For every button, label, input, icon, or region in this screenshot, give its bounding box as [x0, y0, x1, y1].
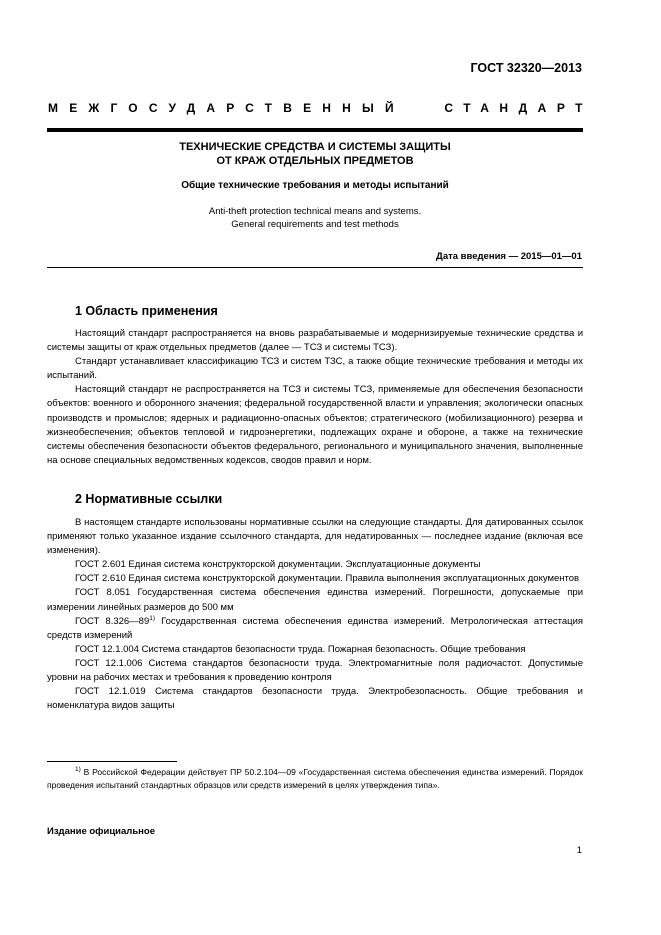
english-title — [47, 205, 583, 231]
edition-label: Издание официальное — [47, 826, 155, 837]
reference-code: ГОСТ 12.1.004 — [75, 643, 139, 655]
english-title-line-2: General requirements and test methods — [231, 219, 399, 230]
paragraph: В настоящем стандарте использованы нормативные ссылки на следующие стандарты. Для датированных ссылок применяют только указанное издание ссылочного стандарта, для недатированных — последнее издание (включая все изменения). — [47, 517, 583, 557]
footnote-rule — [47, 761, 177, 762]
reference-text: Единая система конструкторской документации. Эксплуатационные документы — [128, 559, 481, 571]
reference-code: ГОСТ 8.051 — [75, 587, 131, 599]
footnote-marker[interactable]: 1) — [149, 614, 156, 622]
title-line-1: ТЕХНИЧЕСКИЕ СРЕДСТВА И СИСТЕМЫ ЗАЩИТЫ — [179, 141, 451, 153]
footnote-mark: 1) — [75, 766, 81, 774]
reference-code: ГОСТ 12.1.006 — [75, 657, 143, 669]
standard-label: СТАНДАРТ — [444, 101, 593, 115]
reference-text: Система стандартов безопасности труда. Электробезопасность. Общие требования и номенклатура видов защиты — [47, 686, 583, 712]
footnote — [47, 766, 583, 791]
introduction-date: Дата введения — 2015—01—01 — [436, 251, 582, 262]
document-code: ГОСТ 32320—2013 — [470, 61, 582, 75]
reference-item — [47, 643, 583, 657]
reference-text: Система стандартов безопасности труда. Электромагнитные поля радиочастот. Допустимые уровни на рабочих местах и требования к проведению контроля — [47, 657, 583, 684]
reference-text: Государственная система обеспечения единства измерений. Погрешности, допускаемые при измерении линейных размеров до 500 мм — [47, 587, 583, 613]
paragraph: Настоящий стандарт распространяется на вновь разрабатываемые и модернизируемые технические средства и системы защиты от краж отдельных предметов (далее — ТСЗ и системы ТСЗ). — [47, 328, 583, 354]
reference-code: ГОСТ 2.610 — [75, 573, 126, 585]
reference-text: Система стандартов безопасности труда. Пожарная безопасность. Общие требования — [141, 643, 526, 655]
paragraph: Настоящий стандарт не распространяется на ТСЗ и системы ТСЗ, применяемые для обеспечения безопасности объектов: военного и оборонного значения; федеральной государственной власти и управления; экологически опасных производств и промыслов; ядерных и радиационно-опасных объектов; стратегического (мобилизационного) резерва и жизнеобеспечения; объектов тепловой и гидроэнергетики, подлежащих охране и обороне, а также на технические системы обеспечения безопасности объектов федерального, регионального и муниципального значения, выполненные на основе специальных ведомственных кодексов, сводов правил и норм. — [47, 384, 583, 466]
page-number: 1 — [576, 845, 582, 856]
english-title-line-1: Anti-theft protection technical means and systems. — [208, 206, 422, 217]
section-2-body — [47, 516, 583, 713]
reference-code: ГОСТ 8.326—89 — [75, 615, 150, 627]
document-subtitle: Общие технические требования и методы испытаний — [181, 180, 449, 191]
reference-item — [47, 615, 583, 643]
title-line-2: ОТ КРАЖ ОТДЕЛЬНЫХ ПРЕДМЕТОВ — [216, 155, 414, 167]
section-1-body — [47, 327, 583, 468]
section-1-heading: 1 Область применения — [75, 304, 218, 318]
document-title — [47, 140, 583, 168]
reference-item — [47, 657, 583, 685]
paragraph: Стандарт устанавливает классификацию ТСЗ и систем ТЗС, а также общие технические требования и методы их испытаний. — [47, 356, 583, 382]
section-2-heading: 2 Нормативные ссылки — [75, 492, 223, 506]
reference-code: ГОСТ 2.601 — [75, 559, 126, 571]
reference-item — [47, 685, 583, 713]
reference-item — [47, 572, 583, 586]
interstate-standard-banner — [48, 101, 593, 115]
reference-item — [47, 558, 583, 572]
reference-text: Единая система конструкторской документации. Правила выполнения эксплуатационных документов — [128, 573, 580, 585]
reference-text: Государственная система обеспечения единства измерений. Метрологическая аттестация средств измерений — [47, 615, 584, 641]
reference-code: ГОСТ 12.1.019 — [75, 686, 146, 698]
footnote-text: В Российской Федерации действует ПР 50.2.104—09 «Государственная система обеспечения единства измерений. Порядок проведения испытаний стандартных образцов или средств измерений в целях утверждения типа». — [47, 767, 583, 790]
interstate-label: МЕЖГОСУДАРСТВЕННЫЙ — [48, 101, 405, 115]
date-rule — [47, 267, 583, 268]
reference-item — [47, 586, 583, 614]
header-rule — [47, 128, 583, 132]
